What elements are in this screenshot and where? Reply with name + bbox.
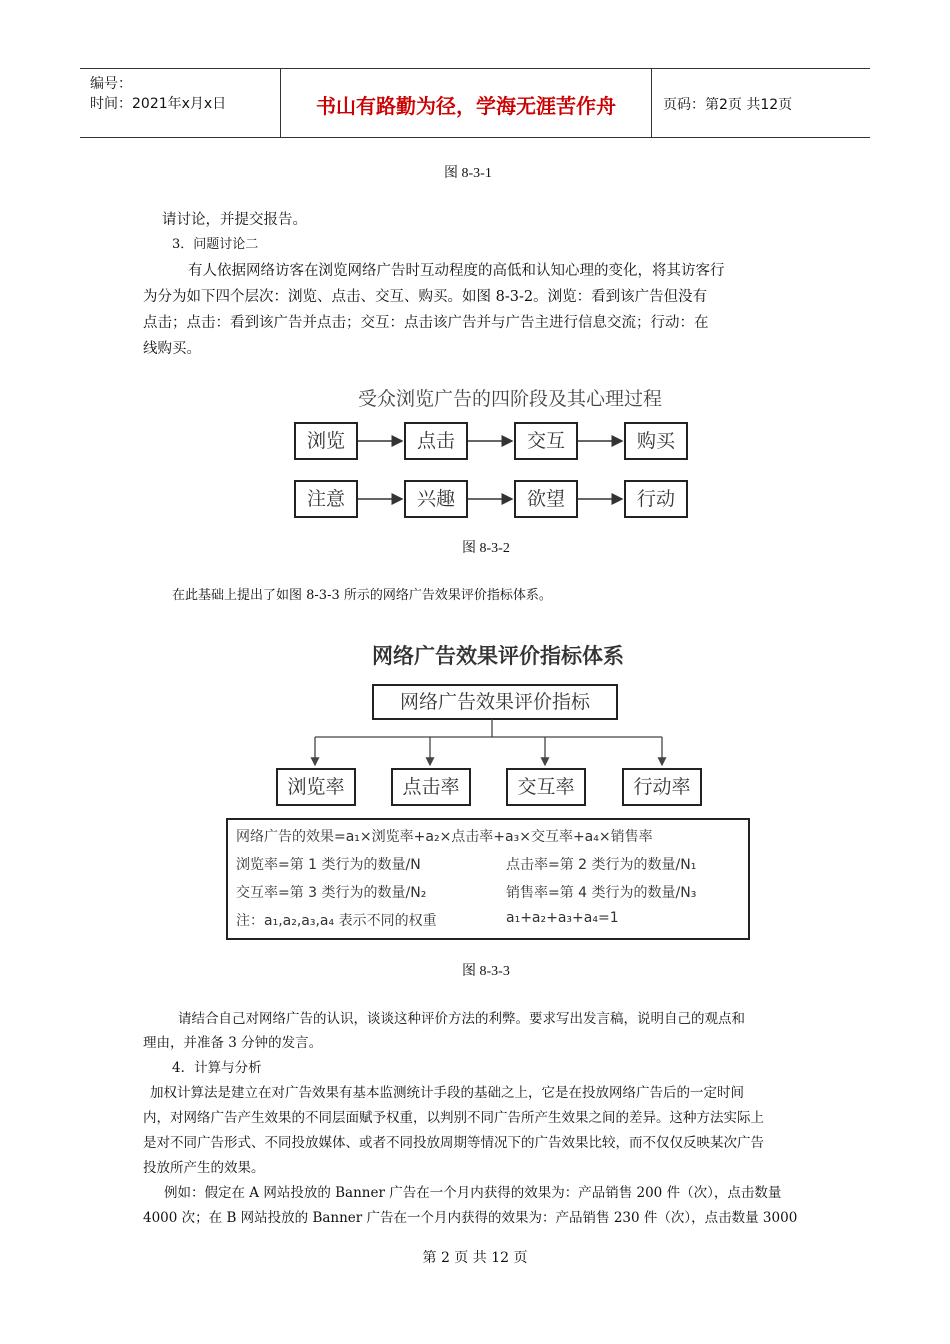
formula-box (226, 818, 750, 940)
para-line: 是对不同广告形式、不同投放媒体、或者不同投放周期等情况下的广告效果比较，而不仅仅反映某次广告 (143, 1135, 764, 1151)
page-info: 页码：第2页 共12页 (663, 97, 793, 113)
para-line: 为分为如下四个层次：浏览、点击、交互、购买。如图 8-3-2。浏览：看到该广告但没有 (143, 289, 708, 305)
stage-box: 交互 (514, 422, 578, 460)
formula-note: 注：a₁,a₂,a₃,a₄ 表示不同的权重 (236, 913, 437, 929)
psych-box: 兴趣 (404, 480, 468, 518)
para-line: 点击；点击：看到该广告并点击；交互：点击该广告并与广告主进行信息交流；行动：在 (143, 315, 709, 331)
fig3-title: 网络广告效果评价指标体系 (372, 644, 624, 668)
fig2-title: 受众浏览广告的四阶段及其心理过程 (358, 388, 663, 410)
motto: 书山有路勤为径，学海无涯苦作舟 (316, 94, 616, 118)
para-basis: 在此基础上提出了如图 8-3-3 所示的网络广告效果评价指标体系。 (172, 588, 552, 603)
indicator-box: 浏览率 (276, 768, 356, 806)
para-line: 投放所产生的效果。 (143, 1160, 265, 1176)
indicator-box: 点击率 (391, 768, 471, 806)
psych-box: 注意 (294, 480, 358, 518)
formula-effect: 网络广告的效果=a₁×浏览率+a₂×点击率+a₃×交互率+a₄×销售率 (236, 829, 653, 845)
formula-click-rate: 点击率=第 2 类行为的数量/N₁ (506, 857, 697, 873)
formula-interact-rate: 交互率=第 3 类行为的数量/N₂ (236, 885, 427, 901)
indicator-box: 行动率 (622, 768, 702, 806)
root-indicator-box: 网络广告效果评价指标 (372, 684, 618, 720)
para-line: 理由，并准备 3 分钟的发言。 (143, 1035, 323, 1051)
stage-box: 点击 (404, 422, 468, 460)
psych-box: 欲望 (514, 480, 578, 518)
fig3-caption: 图 8-3-3 (462, 964, 510, 979)
number-label: 编号： (90, 76, 132, 92)
para-line: 4000 次；在 B 网站投放的 Banner 广告在一个月内获得的效果为：产品销售 230 件（次），点击数量 3000 (143, 1210, 798, 1226)
para-line: 请结合自己对网络广告的认识，谈谈这种评价方法的利弊。要求写出发言稿，说明自己的观点和 (178, 1011, 745, 1027)
para-line: 内，对网络广告产生效果的不同层面赋予权重，以判别不同广告所产生效果之间的差异。这种方法实际上 (143, 1110, 764, 1126)
indicator-box: 交互率 (506, 768, 586, 806)
stage-box: 购买 (624, 422, 688, 460)
page-footer: 第 2 页 共 12 页 (422, 1250, 528, 1266)
time-label: 时间：2021年x月x日 (90, 96, 227, 112)
fig2-caption: 图 8-3-2 (462, 541, 510, 556)
fig1-caption: 图 8-3-1 (444, 166, 492, 181)
section4-title: 4．计算与分析 (172, 1060, 262, 1076)
stage-box: 浏览 (294, 422, 358, 460)
para-line: 有人依据网络访客在浏览网络广告时互动程度的高低和认知心理的变化，将其访客行 (188, 263, 725, 279)
para-line: 例如：假定在 A 网站投放的 Banner 广告在一个月内获得的效果为：产品销售 200 件（次），点击数量 (164, 1185, 782, 1201)
para-line: 加权计算法是建立在对广告效果有基本监测统计手段的基础之上，它是在投放网络广告后的一定时间 (150, 1085, 744, 1101)
para-discuss: 请讨论，并提交报告。 (162, 212, 307, 228)
psych-box: 行动 (624, 480, 688, 518)
para-line: 线购买。 (143, 341, 201, 357)
formula-browse-rate: 浏览率=第 1 类行为的数量/N (236, 857, 421, 873)
formula-sales-rate: 销售率=第 4 类行为的数量/N₃ (506, 885, 697, 901)
section3-title: 3．问题讨论二 (172, 237, 259, 252)
formula-sum: a₁+a₂+a₃+a₄=1 (506, 910, 619, 926)
